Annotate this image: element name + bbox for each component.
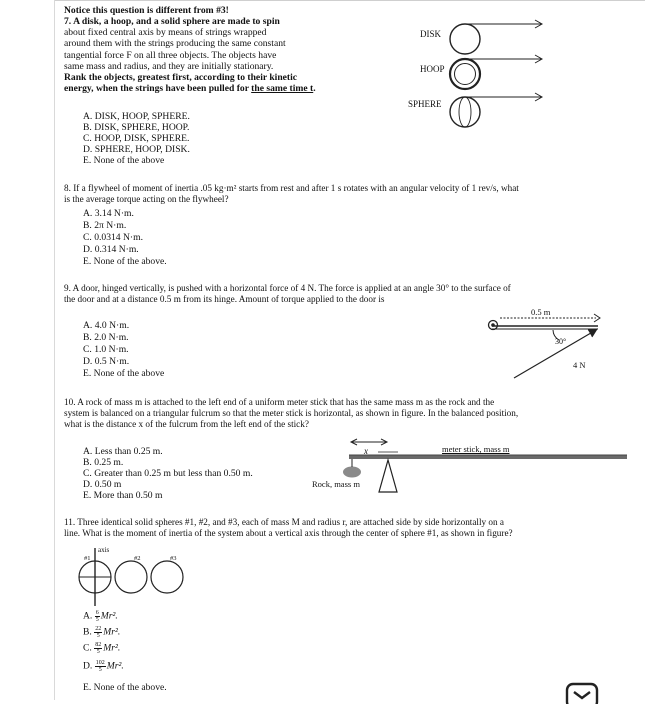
q11-option-c-num: 82	[95, 642, 102, 648]
q7-line-7-pre: energy, when the strings have been pulled for	[64, 83, 252, 95]
q11-option-d-fraction	[95, 660, 106, 673]
q9-option-d[interactable]: D. 0.5 N·m.	[83, 356, 130, 367]
q8-option-c[interactable]: C. 0.0314 N·m.	[83, 232, 143, 243]
q9-angle-label: 30°	[555, 337, 567, 346]
q11-option-c-fraction	[94, 642, 102, 655]
q10-option-a[interactable]: A. Less than 0.25 m.	[83, 446, 163, 457]
q8-option-a[interactable]: A. 3.14 N·m.	[83, 208, 134, 219]
q7-line-3: around them with the strings producing the same constant	[64, 38, 286, 50]
q10-x-label: x	[364, 446, 368, 456]
q8-option-d[interactable]: D. 0.314 N·m.	[83, 244, 139, 255]
q7-option-a[interactable]: A. DISK, HOOP, SPHERE.	[83, 111, 190, 122]
q11-sphere3-label: #3	[170, 555, 177, 562]
q7-line-2: about fixed central axis by means of strings wrapped	[64, 27, 267, 39]
q11-sphere1-label: #1	[84, 555, 91, 562]
label-disk: DISK	[420, 29, 442, 39]
q11-option-a-expr: Mr².	[100, 610, 118, 622]
q9-distance-label: 0.5 m	[531, 307, 551, 317]
label-hoop: HOOP	[420, 64, 445, 74]
q7-line-6: Rank the objects, greatest first, according to their kinetic	[64, 72, 298, 84]
q7-line-4: tangential force F on all three objects. The objects have	[64, 49, 277, 61]
q8-option-b[interactable]: B. 2π N·m.	[83, 220, 127, 231]
q7-option-b[interactable]: B. DISK, SPHERE, HOOP.	[83, 122, 190, 133]
q11-option-d-letter: D.	[83, 660, 93, 672]
q11-option-c[interactable]	[83, 642, 120, 655]
q11-option-a-fraction	[95, 610, 100, 623]
q11-option-a-num: 6	[95, 610, 99, 616]
q7-line-5: same mass and radius, and they are initially stationary.	[64, 60, 274, 72]
q11-sphere2-label: #2	[134, 555, 141, 562]
q9-option-e[interactable]: E. None of the above	[83, 368, 165, 379]
q11-line-2: line. What is the moment of inertia of the system about a vertical axis through the center of sphere #1, as shown in figure?	[64, 528, 513, 539]
q11-option-b-expr: Mr².	[103, 626, 121, 638]
q11-option-b-letter: B.	[83, 626, 92, 638]
q9-line-1: 9. A door, hinged vertically, is pushed with a horizontal force of 4 N. The force is applied at an angle 30° to the surface of	[64, 283, 511, 293]
q11-option-d-num: 102	[95, 660, 105, 666]
q10-option-e[interactable]: E. More than 0.50 m	[83, 490, 163, 501]
q10-option-c[interactable]: C. Greater than 0.25 m but less than 0.50 m.	[83, 468, 253, 479]
q10-stick-label: meter stick, mass m	[442, 444, 510, 454]
q8-line-1: 8. If a flywheel of moment of inertia .05 kg·m² starts from rest and after 1 s rotates with an angular velocity of 1 rev/s, what	[64, 183, 519, 193]
q11-option-b-fraction	[94, 626, 102, 639]
q11-option-b[interactable]	[83, 626, 120, 639]
q7-line-1: 7. A disk, a hoop, and a solid sphere are made to spin	[64, 16, 280, 27]
q9-line-2: the door and at a distance 0.5 m from its hinge. Amount of torque applied to the door is	[64, 294, 385, 305]
q10-line-1: 10. A rock of mass m is attached to the left end of a uniform meter stick that has the same mass m as the rock and the	[64, 397, 495, 407]
q10-option-d[interactable]: D. 0.50 m	[83, 479, 122, 490]
q11-option-a[interactable]	[83, 610, 118, 623]
q11-line-1: 11. Three identical solid spheres #1, #2, and #3, each of mass M and radius r, are attached side by side horizontally on a	[64, 517, 504, 527]
notice-text: Notice this question is different from #3!	[64, 5, 229, 16]
q10-line-2: system is balanced on a triangular fulcrum so that the meter stick is horizontal, as shown in figure. In the balanced position,	[64, 408, 519, 419]
q10-rock-label: Rock, mass m	[312, 479, 360, 489]
q11-option-c-expr: Mr².	[103, 642, 121, 654]
chat-icon[interactable]	[566, 682, 600, 704]
q9-option-c[interactable]: C. 1.0 N·m.	[83, 344, 129, 355]
q11-option-b-den: 5	[96, 633, 100, 639]
q11-option-d-den: 5	[98, 667, 102, 673]
q11-axis-label: axis	[98, 546, 110, 554]
label-sphere: SPHERE	[408, 99, 442, 109]
q11-option-a-den: 5	[95, 617, 99, 623]
q11-option-b-num: 22	[95, 626, 102, 632]
q11-option-c-letter: C.	[83, 642, 92, 654]
q11-option-e[interactable]: E. None of the above.	[83, 682, 167, 693]
q9-force-label: 4 N	[573, 360, 586, 370]
q10-option-b[interactable]: B. 0.25 m.	[83, 457, 124, 468]
q11-option-d[interactable]	[83, 660, 124, 673]
q7-option-c[interactable]: C. HOOP, DISK, SPHERE.	[83, 133, 190, 144]
q9-option-b[interactable]: B. 2.0 N·m.	[83, 332, 129, 343]
q7-same-time: the same time t	[251, 83, 314, 95]
q7-line-7-post: .	[313, 83, 316, 95]
q7-option-d[interactable]: D. SPHERE, HOOP, DISK.	[83, 144, 190, 155]
q7-option-e[interactable]: E. None of the above	[83, 155, 165, 166]
q10-line-3: what is the distance x of the fulcrum from the left end of the stick?	[64, 419, 309, 430]
q9-option-a[interactable]: A. 4.0 N·m.	[83, 320, 130, 331]
q8-option-e[interactable]: E. None of the above.	[83, 256, 167, 267]
q11-option-a-letter: A.	[83, 610, 93, 622]
q11-option-d-expr: Mr².	[106, 660, 124, 672]
q8-line-2: is the average torque acting on the flywheel?	[64, 194, 229, 205]
q11-option-c-den: 5	[96, 649, 100, 655]
